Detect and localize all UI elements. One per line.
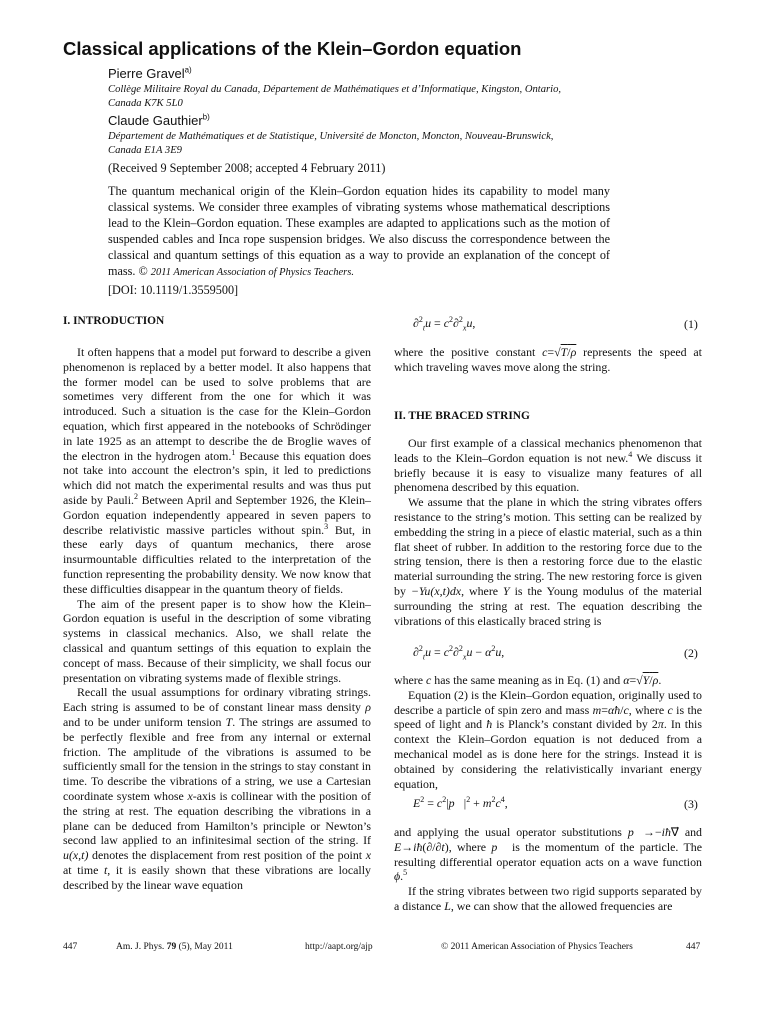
right-column-body <box>394 825 702 914</box>
right-column-body <box>394 436 702 628</box>
footer-journal: Am. J. Phys. 79 (5), May 2011 <box>116 942 233 952</box>
paper-title: Classical applications of the Klein–Gordon equation <box>63 38 522 59</box>
doi[interactable]: [DOI: 10.1119/1.3559500] <box>108 282 239 297</box>
paragraph: Recall the usual assumptions for ordinary vibrating strings. Each string is assumed to be of constant linear mass density ρ and to be under uniform tension T. The strings are assumed to be perfectly flexible and free from any internal or external friction. The amplitude of the vibrations is assumed to be sufficiently small for the tension in the strings to stay constant in time. To describe the vibrations of a string, we use a Cartesian coordinate system whose x-axis is collinear with the position of the string at rest. The equation describing the vibrations in a plane can be deduced from Hamilton’s principle or Newton’s second law applied to an infinitesimal section of the string. If u(x,t) denotes the displacement from rest position of the point x at time t, it is easily shown that these vibrations are locally described by the linear wave equation <box>63 685 372 892</box>
equation-2: $\partial^2_tu = c^2\partial^2_xu - \alpha^2u$, <box>413 644 505 662</box>
paragraph: If the string vibrates between two rigid supports separated by a distance L, we can show that the allowed frequencies are <box>394 884 702 913</box>
received-dates: (Received 9 September 2008; accepted 4 February 2011) <box>108 161 386 175</box>
abstract <box>108 183 610 298</box>
reference-link[interactable]: 2 <box>133 492 138 501</box>
right-column-body <box>394 673 702 791</box>
paragraph: We assume that the plane in which the string vibrates offers resistance to the string’s motion. This setting can be realized by embedding the string in a piece of elastic material, such as a thin flat sheet of rubber. In addition to the restoring force due to the string tension, there is then a restoring force due to the elastic material surrounding the string. The new restoring force is given by −Yu(x,t)dx, where Y is the Young modulus of the material surrounding the string at rest. The equation describing the vibrations of this elastically braced string is <box>394 495 702 628</box>
paragraph: Our first example of a classical mechanics phenomenon that leads to the Klein–Gordon equation is not new.$^4$ We discuss it briefly because it is easy to visualize many features of all phenomena described by this equation. <box>394 436 702 495</box>
reference-link[interactable]: 3 <box>324 521 329 531</box>
affiliation-line: Canada K7K 5L0 <box>108 97 183 109</box>
footer-page-number: 447 <box>686 942 701 952</box>
equation-reference-link[interactable]: (1) <box>586 673 601 687</box>
equation-3: $E^2$ = $c^2|p⃗|^2 + m^2c^4$, <box>413 795 508 810</box>
author-footnote-mark[interactable]: a) <box>184 65 192 75</box>
paragraph: It often happens that a model put forward to describe a given phenomenon is replaced by a better model. It also happens that the former model can be used to solve problems that are sometimes very different from the one for which it was introduced. Such a situation is the case for the Klein–Gordon equation, which first appeared in the notebooks of Schrödinger in late 1925 as an attempt to describe the de Broglie waves of the electron in the hydrogen atom.$^1$ Because this equation does not take into account the electron’s spin, it led to predictions which did not match the experimental results and was thus put aside by Pauli.$^2$ Between April and September 1926, the Klein–Gordon equation independently appeared in seven papers to describe relativistic massive particles without spin.$^3$ But, in these early days of quantum mechanics, there arose insurmountable difficulties related to the interpretation of the function representing the probability density. We now know that these difficulties disappear in the quantum theory of fields. <box>63 345 372 596</box>
section-heading-braced-string: II. THE BRACED STRING <box>394 410 530 422</box>
footer-url-link[interactable]: http://aapt.org/ajp <box>305 942 373 952</box>
reference-link[interactable]: 1 <box>231 447 236 457</box>
paragraph: Equation (2) is the Klein–Gordon equation, originally used to describe a particle of spin zero and mass m=αħ/c, where c is the speed of light and ħ is Planck’s constant divided by 2π. In this context the Klein–Gordon equation is not deduced from a mechanical model as is done here for the strings. Instead it is obtained by considering the relativistically invariant energy equation, <box>394 687 703 791</box>
author-affiliation <box>108 130 608 157</box>
paragraph: where the positive constant c=√T/ρ represents the speed at which traveling waves move along the string. <box>394 345 702 374</box>
equation-1: $\partial^2_tu = c^2\partial^2_xu$, <box>413 315 476 333</box>
author-name-text: Pierre Gravel <box>108 66 185 81</box>
abstract-text: The quantum mechanical origin of the Klein–Gordon equation hides its capability to model many classical systems. We consider three examples of vibrating systems whose mathematical descriptions lead to the Klein–Gordon equation. These examples are adapted to applications such as the motion of suspended cables and Inca rope suspension bridges. We also discuss the correspondence between the classical and quantum settings of this equation as a way to provide an explanation of the concept of mass. <box>108 184 610 279</box>
left-column-body <box>63 345 371 892</box>
abstract-copyright: 2011 American Association of Physics Teachers. <box>150 267 354 279</box>
abstract-copyright-symbol: © <box>138 264 151 279</box>
equation-number: (2) <box>684 646 698 660</box>
equation-number: (3) <box>684 797 698 811</box>
footer-copyright: © 2011 American Association of Physics Teachers <box>441 942 633 952</box>
reference-link[interactable]: 5 <box>403 868 408 878</box>
author-footnote-mark[interactable]: b) <box>202 112 210 122</box>
affiliation-line: Collège Militaire Royal du Canada, Département de Mathématiques et d’Informatique, Kingston, Ontario, <box>108 84 562 95</box>
author-name <box>108 66 192 81</box>
author-affiliation <box>108 83 608 110</box>
affiliation-line: Département de Mathématiques et de Statistique, Université de Moncton, Moncton, Nouveau-Brunswick, <box>108 131 554 142</box>
author-name-text: Claude Gauthier <box>108 113 203 128</box>
paragraph: and applying the usual operator substitutions p⃗→−iħ∇⃗ and E→iħ(∂/∂t), where p⃗ is the momentum of the particle. The resulting differential operator equation acts on a wave function ϕ.$^5$ <box>394 825 702 884</box>
reference-link[interactable]: 4 <box>628 449 633 459</box>
section-heading-introduction: I. INTRODUCTION <box>63 315 165 327</box>
equation-number: (1) <box>684 317 698 331</box>
right-column-body <box>394 345 702 375</box>
footer-page-number: 447 <box>63 942 78 952</box>
equation-reference-link[interactable]: (2) <box>454 687 468 702</box>
paragraph: where c has the same meaning as in Eq. (1) and α=√Y/ρ. <box>394 673 662 687</box>
author-name <box>108 113 210 128</box>
paragraph: The aim of the present paper is to show how the Klein–Gordon equation is useful in the description of some vibrating systems in classical mechanics. Also, we shall relate the classical and quantum settings of this equation to explain the concept of mass. Because of their simplicity, we shall focus our presentation on vibrating systems made of flexible strings. <box>63 596 371 685</box>
affiliation-line: Canada E1A 3E9 <box>108 144 182 156</box>
